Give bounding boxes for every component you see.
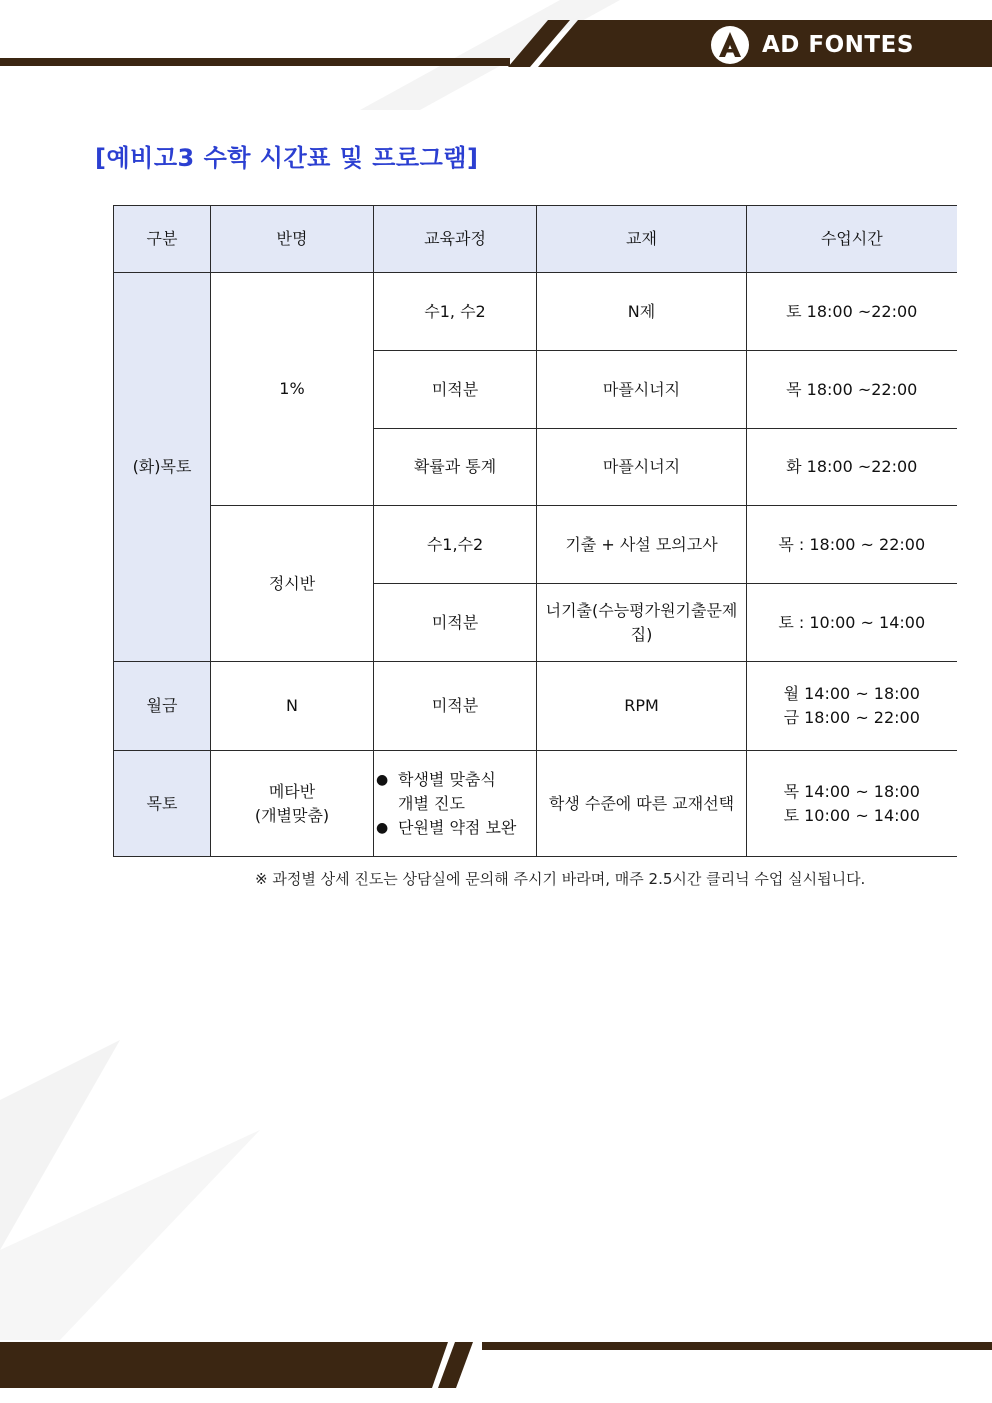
time-line: 토 10:00 ~ 14:00 bbox=[783, 805, 920, 825]
textbook-cell: N제 bbox=[537, 273, 747, 351]
bullet-icon: ● bbox=[376, 819, 389, 836]
course-cell: 확률과 통계 bbox=[374, 429, 537, 506]
header-course: 교육과정 bbox=[374, 206, 537, 273]
bullet-icon: ● bbox=[376, 771, 389, 788]
class-name-line: 메타반 bbox=[268, 781, 316, 801]
time-cell: 토 18:00 ~22:00 bbox=[747, 273, 957, 351]
brand-name: AD FONTES bbox=[762, 32, 914, 58]
table-row bbox=[114, 751, 957, 857]
time-cell: 화 18:00 ~22:00 bbox=[747, 429, 957, 506]
time-cell: 목 : 18:00 ~ 22:00 bbox=[747, 506, 957, 584]
class-name: N bbox=[211, 662, 374, 751]
textbook-cell: 기출 + 사설 모의고사 bbox=[537, 506, 747, 584]
table-row bbox=[114, 273, 957, 351]
brand-logo bbox=[710, 25, 914, 65]
course-cell bbox=[374, 751, 537, 857]
class-name-line: (개별맞춤) bbox=[254, 805, 330, 825]
header-line bbox=[0, 58, 510, 66]
textbook-cell: 마플시너지 bbox=[537, 351, 747, 429]
group-label: (화)목토 bbox=[114, 273, 211, 662]
group-label: 목토 bbox=[114, 751, 211, 857]
table-header-row bbox=[114, 206, 957, 273]
footnote: ※ 과정별 상세 진도는 상담실에 문의해 주시기 바라며, 매주 2.5시간 클리닉 수업 실시됩니다. bbox=[255, 870, 866, 888]
course-cell: 미적분 bbox=[374, 351, 537, 429]
course-cell: 수1,수2 bbox=[374, 506, 537, 584]
group-label: 월금 bbox=[114, 662, 211, 751]
time-line: 목 14:00 ~ 18:00 bbox=[783, 781, 920, 801]
textbook-cell: 학생 수준에 따른 교재선택 bbox=[537, 751, 747, 857]
course-cell: 미적분 bbox=[374, 584, 537, 662]
table-row bbox=[114, 506, 957, 584]
footer-band bbox=[0, 1342, 448, 1388]
ad-fontes-logo-icon bbox=[710, 25, 750, 65]
course-cell: 수1, 수2 bbox=[374, 273, 537, 351]
table-row bbox=[114, 662, 957, 751]
bullet-item bbox=[376, 816, 534, 840]
course-cell: 미적분 bbox=[374, 662, 537, 751]
header-time: 수업시간 bbox=[747, 206, 957, 273]
time-cell bbox=[747, 751, 957, 857]
textbook-cell: RPM bbox=[537, 662, 747, 751]
footer-line bbox=[482, 1342, 992, 1350]
header-class: 반명 bbox=[211, 206, 374, 273]
class-name: 정시반 bbox=[211, 506, 374, 662]
schedule-table bbox=[113, 205, 957, 857]
page-title: [예비고3 수학 시간표 및 프로그램] bbox=[95, 144, 479, 172]
time-line: 금 18:00 ~ 22:00 bbox=[783, 708, 920, 727]
time-cell: 목 18:00 ~22:00 bbox=[747, 351, 957, 429]
time-cell: 토 : 10:00 ~ 14:00 bbox=[747, 584, 957, 662]
class-name: 1% bbox=[211, 273, 374, 506]
textbook-cell: 너기출(수능평가원기출문제집) bbox=[537, 584, 747, 662]
time-line: 월 14:00 ~ 18:00 bbox=[783, 684, 920, 703]
textbook-cell: 마플시너지 bbox=[537, 429, 747, 506]
time-cell bbox=[747, 662, 957, 751]
bullet-text: 학생별 맞춤식 bbox=[398, 769, 496, 789]
bullet-text: 개별 진도 bbox=[398, 793, 465, 813]
bullet-text: 단원별 약점 보완 bbox=[398, 817, 517, 837]
bullet-item bbox=[376, 768, 534, 816]
class-name bbox=[211, 751, 374, 857]
header-category: 구분 bbox=[114, 206, 211, 273]
header-textbook: 교재 bbox=[537, 206, 747, 273]
